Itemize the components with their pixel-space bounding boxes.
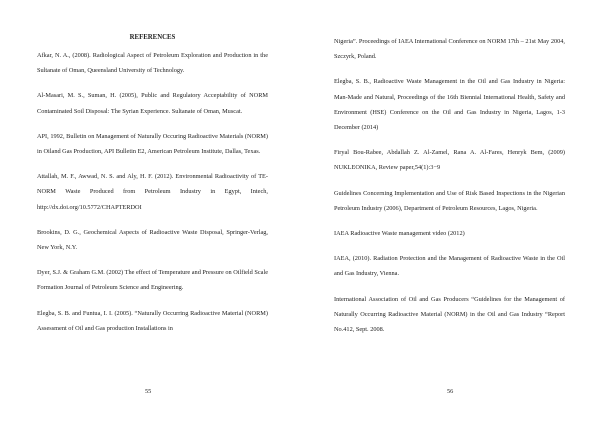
page-number-left: 55 (145, 388, 152, 395)
reference-entry: API, 1992, Bulletin on Management of Naturally Occuring Radioactive Materials (NORM) in Oiland Gas Production, API Bulletin E2, American Petroleum Institute, Dallas, Texas. (37, 132, 268, 156)
reference-entry: Guidelines Concerning Implementation and Use of Risk Based Inspections in the Nigerian Petroleum Industry (2006), Department of Petroleum Resources, Lagos, Nigeria. (334, 189, 565, 212)
references-heading: REFERENCES (129, 34, 176, 41)
reference-entry: Firyal Bou-Rabee, Abdallah Z. Al-Zamel, Rana A. Al-Fares, Henryk Bem, (2009) NUKLEONIKA, Review paper,54(1):3−9 (334, 149, 565, 172)
reference-entry: Attallah, M. F., Awwad, N. S. and Aly, H. F. (2012). Environmental Radioactivity of TE-NORM Waste Produced from Petroleum Industry in Egypt, Intech, http://dx.doi.org/10.5772/CHAPTERDOI (37, 173, 268, 211)
reference-entry: Elegba, S. B. and Funtua, I. I. (2005). “Naturally Occurring Radioactive Material (NORM) Assessment of Oil and Gas production Installations in (37, 309, 268, 332)
reference-entry: IAEA, (2010). Radiation Protection and the Management of Radioactive Waste in the Oil and Gas Industry, Vienna. (334, 255, 565, 278)
reference-entry: International Association of Oil and Gas Producers “Guidelines for the Management of Naturally Occurring Radioactive Material (NORM) in the Oil and Gas Industry “Report No.412, Sept. 2008. (334, 295, 565, 334)
page-number-right: 56 (447, 388, 454, 395)
reference-entry: Elegba, S. B., Radioactive Waste Management in the Oil and Gas Industry in Nigeria: Man-Made and Natural, Proceedings of the 16th Biennial International Health, Safety and Environment (HSE) Conference on the Oil and Gas Industry in Nigeria, Lagos, 1-3 December (2014) (334, 78, 565, 132)
reference-entry: Afkar, N. A., (2008). Radiological Aspect of Petroleum Exploration and Production in the Sultanate of Oman, Queensland University of Technology. (37, 52, 268, 75)
reference-entry: Nigeria”. Proceedings of IAEA International Conference on NORM 17th – 21st May 2004, Szczyrk, Poland. (334, 38, 565, 61)
reference-entry: Al-Masari, M. S., Suman, H. (2005), Public and Regulatory Acceptability of NORM Contaminated Soil Disposal: The Syrian Experience. Sultanate of Oman, Muscat. (37, 92, 268, 115)
right-references-column (334, 34, 565, 347)
right-page (300, 0, 600, 424)
reference-entry: Brookins, D. G., Geochemical Aspects of Radioactive Waste Disposal, Springer-Verlag, New York, N.Y. (37, 228, 268, 252)
reference-entry: Dyer, S.J. & Graham G.M. (2002) The effect of Temperature and Pressure on Oilfield Scale Formation Journal of Petroleum Science and Engineering. (37, 269, 269, 292)
left-references-column (37, 30, 268, 346)
reference-entry: IAEA Radioactive Waste management video (2012) (334, 230, 465, 238)
